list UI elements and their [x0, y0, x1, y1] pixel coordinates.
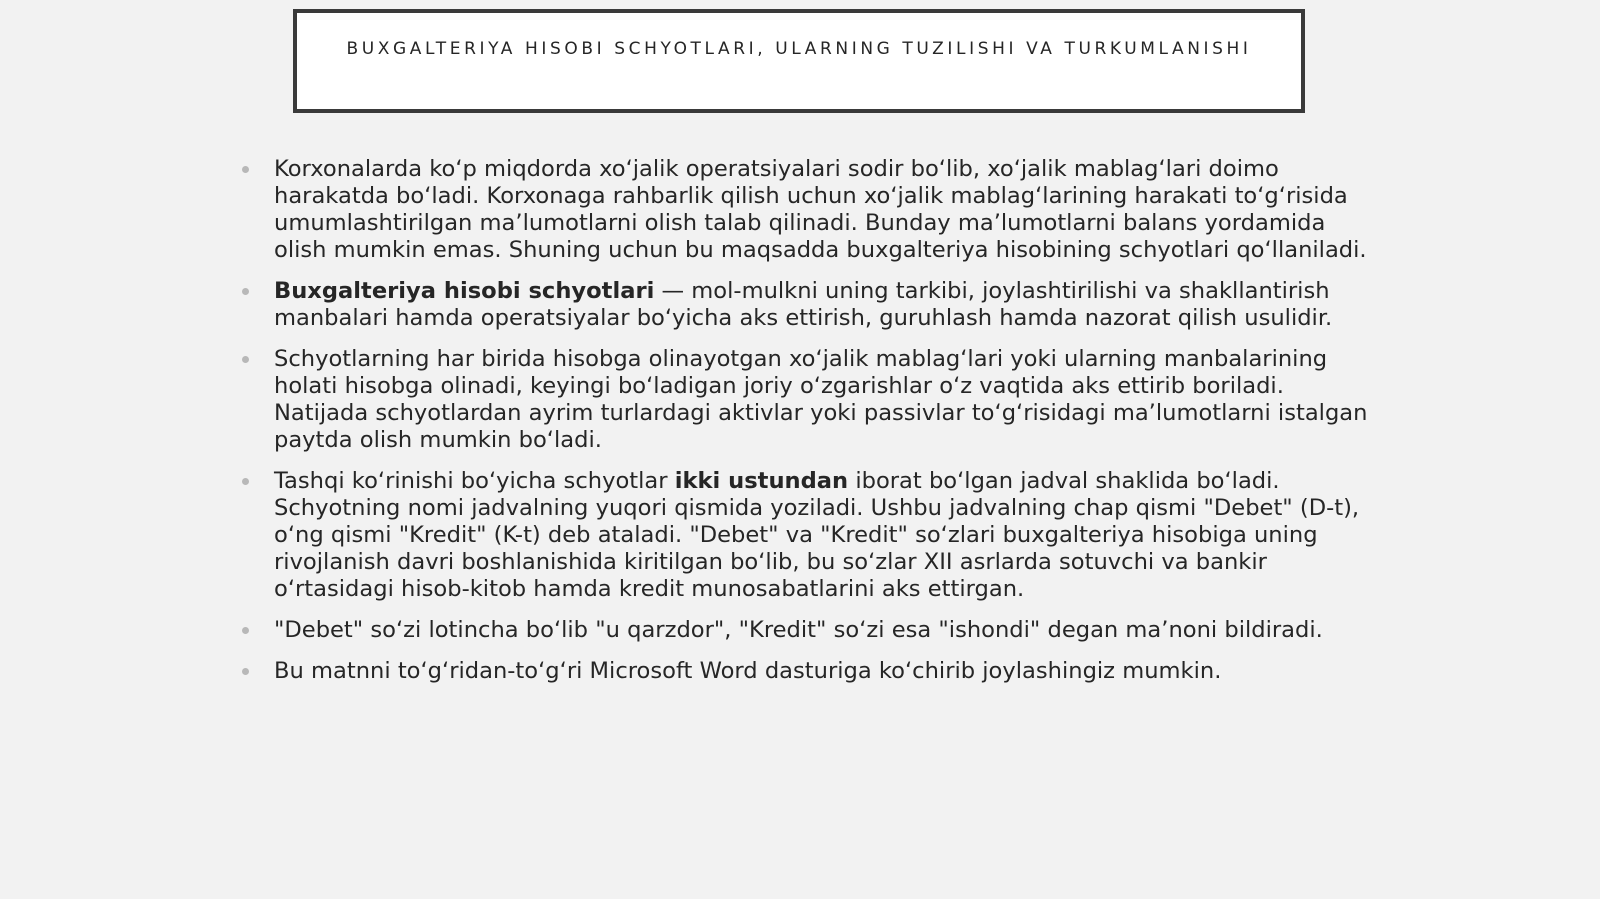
bullet-marker-icon [242, 668, 249, 675]
slide-title-box [293, 9, 1305, 113]
bullet-text-prefix: Tashqi ko‘rinishi bo‘yicha schyotlar [274, 468, 675, 494]
bullet-item [242, 156, 1382, 264]
bullet-item [242, 468, 1382, 603]
bullet-item [242, 617, 1382, 644]
bullet-text: "Debet" so‘zi lotincha bo‘lib "u qarzdor", "Kredit" so‘zi esa "ishondi" degan ma’noni bildiradi. [274, 617, 1323, 643]
bullet-item [242, 346, 1382, 454]
bullet-text: Bu matnni to‘g‘ridan-to‘g‘ri Microsoft Word dasturiga ko‘chirib joylashingiz mumkin. [274, 658, 1222, 684]
bullet-item [242, 278, 1382, 332]
bullet-item [242, 658, 1382, 685]
bullet-marker-icon [242, 288, 249, 295]
bullet-bold-term: Buxgalteriya hisobi schyotlari [274, 278, 655, 304]
bullet-marker-icon [242, 627, 249, 634]
bullet-bold-term: ikki ustundan [674, 468, 849, 494]
bullet-text: iborat bo‘lgan jadval shaklida bo‘ladi. Schyotning nomi jadvalning yuqori qismida yoziladi. Ushbu jadvalning chap qismi "Debet" (D-t), o‘ng qismi "Kredit" (K-t) deb ataladi. "Debet" va "Kredit" so‘zlari buxgalteriya hisobiga uning rivojlanish davri boshlanishida kiritilgan bo‘lib, bu so‘zlar XII asrlarda sotuvchi va bankir o‘rtasidagi hisob-kitob hamda kredit munosabatlarini aks ettirgan. [274, 468, 1360, 602]
slide-title: BUXGALTERIYA HISOBI SCHYOTLARI, ULARNING TUZILISHI VA TURKUMLANISHI [346, 39, 1252, 59]
bullet-marker-icon [242, 356, 249, 363]
bullet-list [242, 156, 1382, 699]
bullet-text: Schyotlarning har birida hisobga olinayotgan xo‘jalik mablag‘lari yoki ularning manbalarining holati hisobga olinadi, keyingi bo‘ladigan joriy o‘zgarishlar o‘z vaqtida aks ettirib boriladi. Natijada schyotlardan ayrim turlardagi aktivlar yoki passivlar to‘g‘risidagi ma’lumotlarni istalgan paytda olish mumkin bo‘ladi. [274, 346, 1368, 453]
bullet-text: — mol-mulkni uning tarkibi, joylashtirilishi va shakllantirish manbalari hamda operatsiyalar bo‘yicha aks ettirish, guruhlash hamda nazorat qilish usulidir. [274, 278, 1333, 331]
bullet-text: Korxonalarda ko‘p miqdorda xo‘jalik operatsiyalari sodir bo‘lib, xo‘jalik mablag‘lari doimo harakatda bo‘ladi. Korxonaga rahbarlik qilish uchun xo‘jalik mablag‘larining harakati to‘g‘risida umumlashtirilgan ma’lumotlarni olish talab qilinadi. Bunday ma’lumotlarni balans yordamida olish mumkin emas. Shuning uchun bu maqsadda buxgalteriya hisobining schyotlari qo‘llaniladi. [274, 156, 1367, 263]
bullet-marker-icon [242, 478, 249, 485]
bullet-marker-icon [242, 166, 249, 173]
